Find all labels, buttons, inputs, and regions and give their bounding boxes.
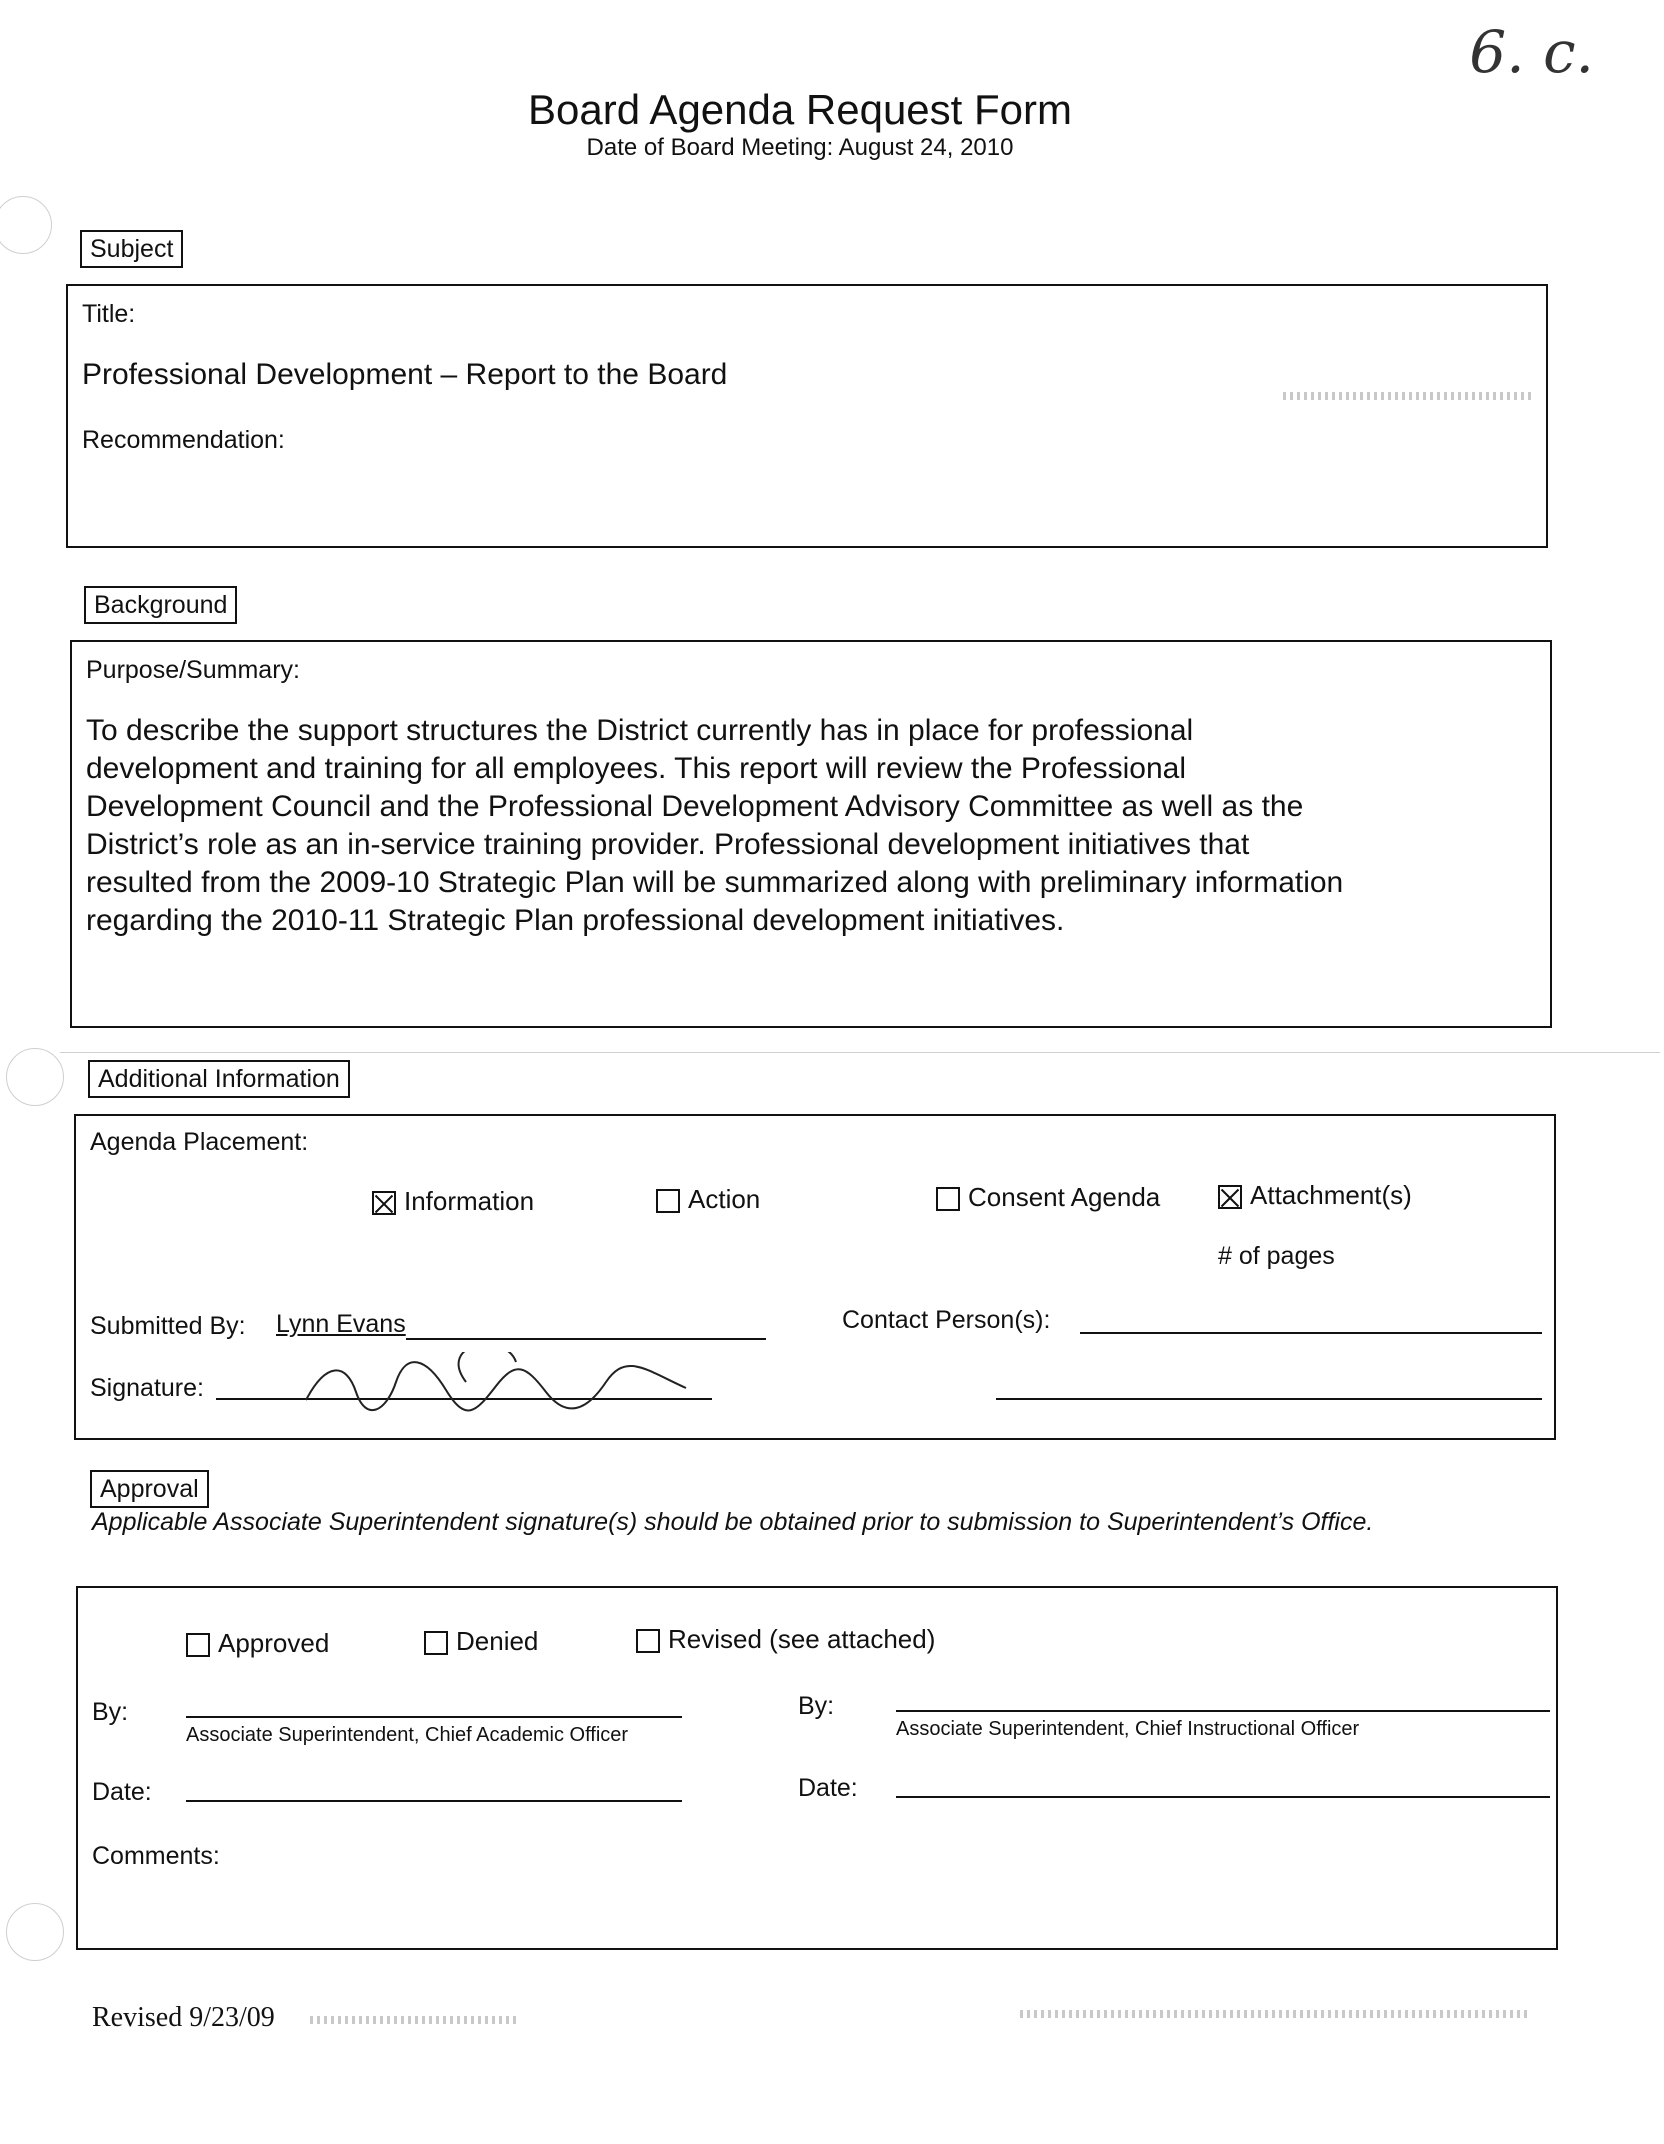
comments-label: Comments: xyxy=(92,1842,220,1870)
consent-agenda-checkbox[interactable] xyxy=(936,1187,960,1211)
approval-tag: Approval xyxy=(90,1470,209,1508)
denied-option[interactable] xyxy=(424,1626,538,1657)
purpose-label: Purpose/Summary: xyxy=(86,656,300,684)
subject-tag: Subject xyxy=(80,230,183,268)
recommendation-label: Recommendation: xyxy=(82,426,285,454)
consent-agenda-option[interactable] xyxy=(936,1182,1160,1213)
revised-option[interactable] xyxy=(636,1624,935,1655)
denied-label: Denied xyxy=(456,1626,539,1656)
footer-scan-noise-right xyxy=(1020,2010,1530,2018)
by-line-left[interactable] xyxy=(186,1716,682,1718)
date-label-left: Date: xyxy=(92,1778,152,1806)
attachments-checkbox[interactable] xyxy=(1218,1185,1242,1209)
background-tag: Background xyxy=(84,586,237,624)
signature-label: Signature: xyxy=(90,1374,204,1402)
punch-hole-bottom xyxy=(6,1903,64,1961)
summary-line: Development Council and the Professional Development Advisory Committee as well as the xyxy=(86,790,1304,823)
by-label-left: By: xyxy=(92,1698,129,1726)
additional-info-tag: Additional Information xyxy=(88,1060,350,1098)
information-checkbox[interactable] xyxy=(372,1191,396,1215)
attachments-option[interactable] xyxy=(1218,1180,1412,1211)
fold-line xyxy=(60,1052,1660,1053)
title-label: Title: xyxy=(82,300,136,328)
punch-hole-middle xyxy=(6,1048,64,1106)
summary-line: resulted from the 2009-10 Strategic Plan will be summarized along with preliminary information xyxy=(86,866,1344,899)
additional-info-panel xyxy=(74,1114,1556,1440)
title-value: Professional Development – Report to the Board xyxy=(82,358,728,391)
contact-person-label: Contact Person(s): xyxy=(842,1306,1051,1334)
footer-scan-noise-left xyxy=(310,2016,520,2024)
revised-label: Revised (see attached) xyxy=(668,1624,936,1654)
meeting-date: Date of Board Meeting: August 24, 2010 xyxy=(586,134,1014,161)
pages-label: # of pages xyxy=(1218,1242,1335,1270)
submitted-by-label: Submitted By: xyxy=(90,1312,246,1340)
subject-panel xyxy=(66,284,1548,548)
handwritten-item-number: 6. c. xyxy=(1469,18,1594,86)
by-label-right: By: xyxy=(798,1692,835,1720)
caption-chief-academic-officer: Associate Superintendent, Chief Academic Officer xyxy=(186,1724,629,1746)
contact-second-line[interactable] xyxy=(996,1398,1542,1400)
approved-label: Approved xyxy=(218,1628,330,1658)
purpose-summary xyxy=(86,712,1536,940)
submitted-by-line xyxy=(406,1338,766,1340)
summary-line: development and training for all employees. This report will review the Professional xyxy=(86,752,1186,785)
contact-person-line[interactable] xyxy=(1080,1332,1542,1334)
action-label: Action xyxy=(688,1184,761,1214)
action-option[interactable] xyxy=(656,1184,760,1215)
denied-checkbox[interactable] xyxy=(424,1631,448,1655)
revised-checkbox[interactable] xyxy=(636,1629,660,1653)
signature-scribble xyxy=(286,1352,726,1422)
attachments-label: Attachment(s) xyxy=(1250,1180,1412,1210)
revision-note: Revised 9/23/09 xyxy=(92,2002,275,2033)
caption-chief-instructional-officer: Associate Superintendent, Chief Instructional Officer xyxy=(896,1718,1360,1740)
submitted-by-value: Lynn Evans xyxy=(276,1310,406,1338)
approval-panel xyxy=(76,1586,1558,1950)
date-line-left[interactable] xyxy=(186,1800,682,1802)
handwritten-signature xyxy=(286,1352,726,1422)
by-line-right[interactable] xyxy=(896,1710,1550,1712)
agenda-placement-label: Agenda Placement: xyxy=(90,1128,309,1156)
action-checkbox[interactable] xyxy=(656,1189,680,1213)
information-label: Information xyxy=(404,1186,535,1216)
approval-note: Applicable Associate Superintendent signature(s) should be obtained prior to submission to Superintendent’s Office. xyxy=(92,1508,1374,1536)
background-panel xyxy=(70,640,1552,1028)
summary-line: District’s role as an in-service training provider. Professional development initiatives that xyxy=(86,828,1250,861)
punch-hole-top xyxy=(0,196,52,254)
information-option[interactable] xyxy=(372,1186,534,1217)
scan-smudge xyxy=(1283,392,1533,400)
summary-line: To describe the support structures the District currently has in place for professional xyxy=(86,714,1194,747)
date-line-right[interactable] xyxy=(896,1796,1550,1798)
consent-agenda-label: Consent Agenda xyxy=(968,1182,1161,1212)
date-label-right: Date: xyxy=(798,1774,858,1802)
summary-line: regarding the 2010-11 Strategic Plan professional development initiatives. xyxy=(86,904,1065,937)
approved-option[interactable] xyxy=(186,1628,329,1659)
approved-checkbox[interactable] xyxy=(186,1633,210,1657)
page-title: Board Agenda Request Form xyxy=(528,86,1072,133)
